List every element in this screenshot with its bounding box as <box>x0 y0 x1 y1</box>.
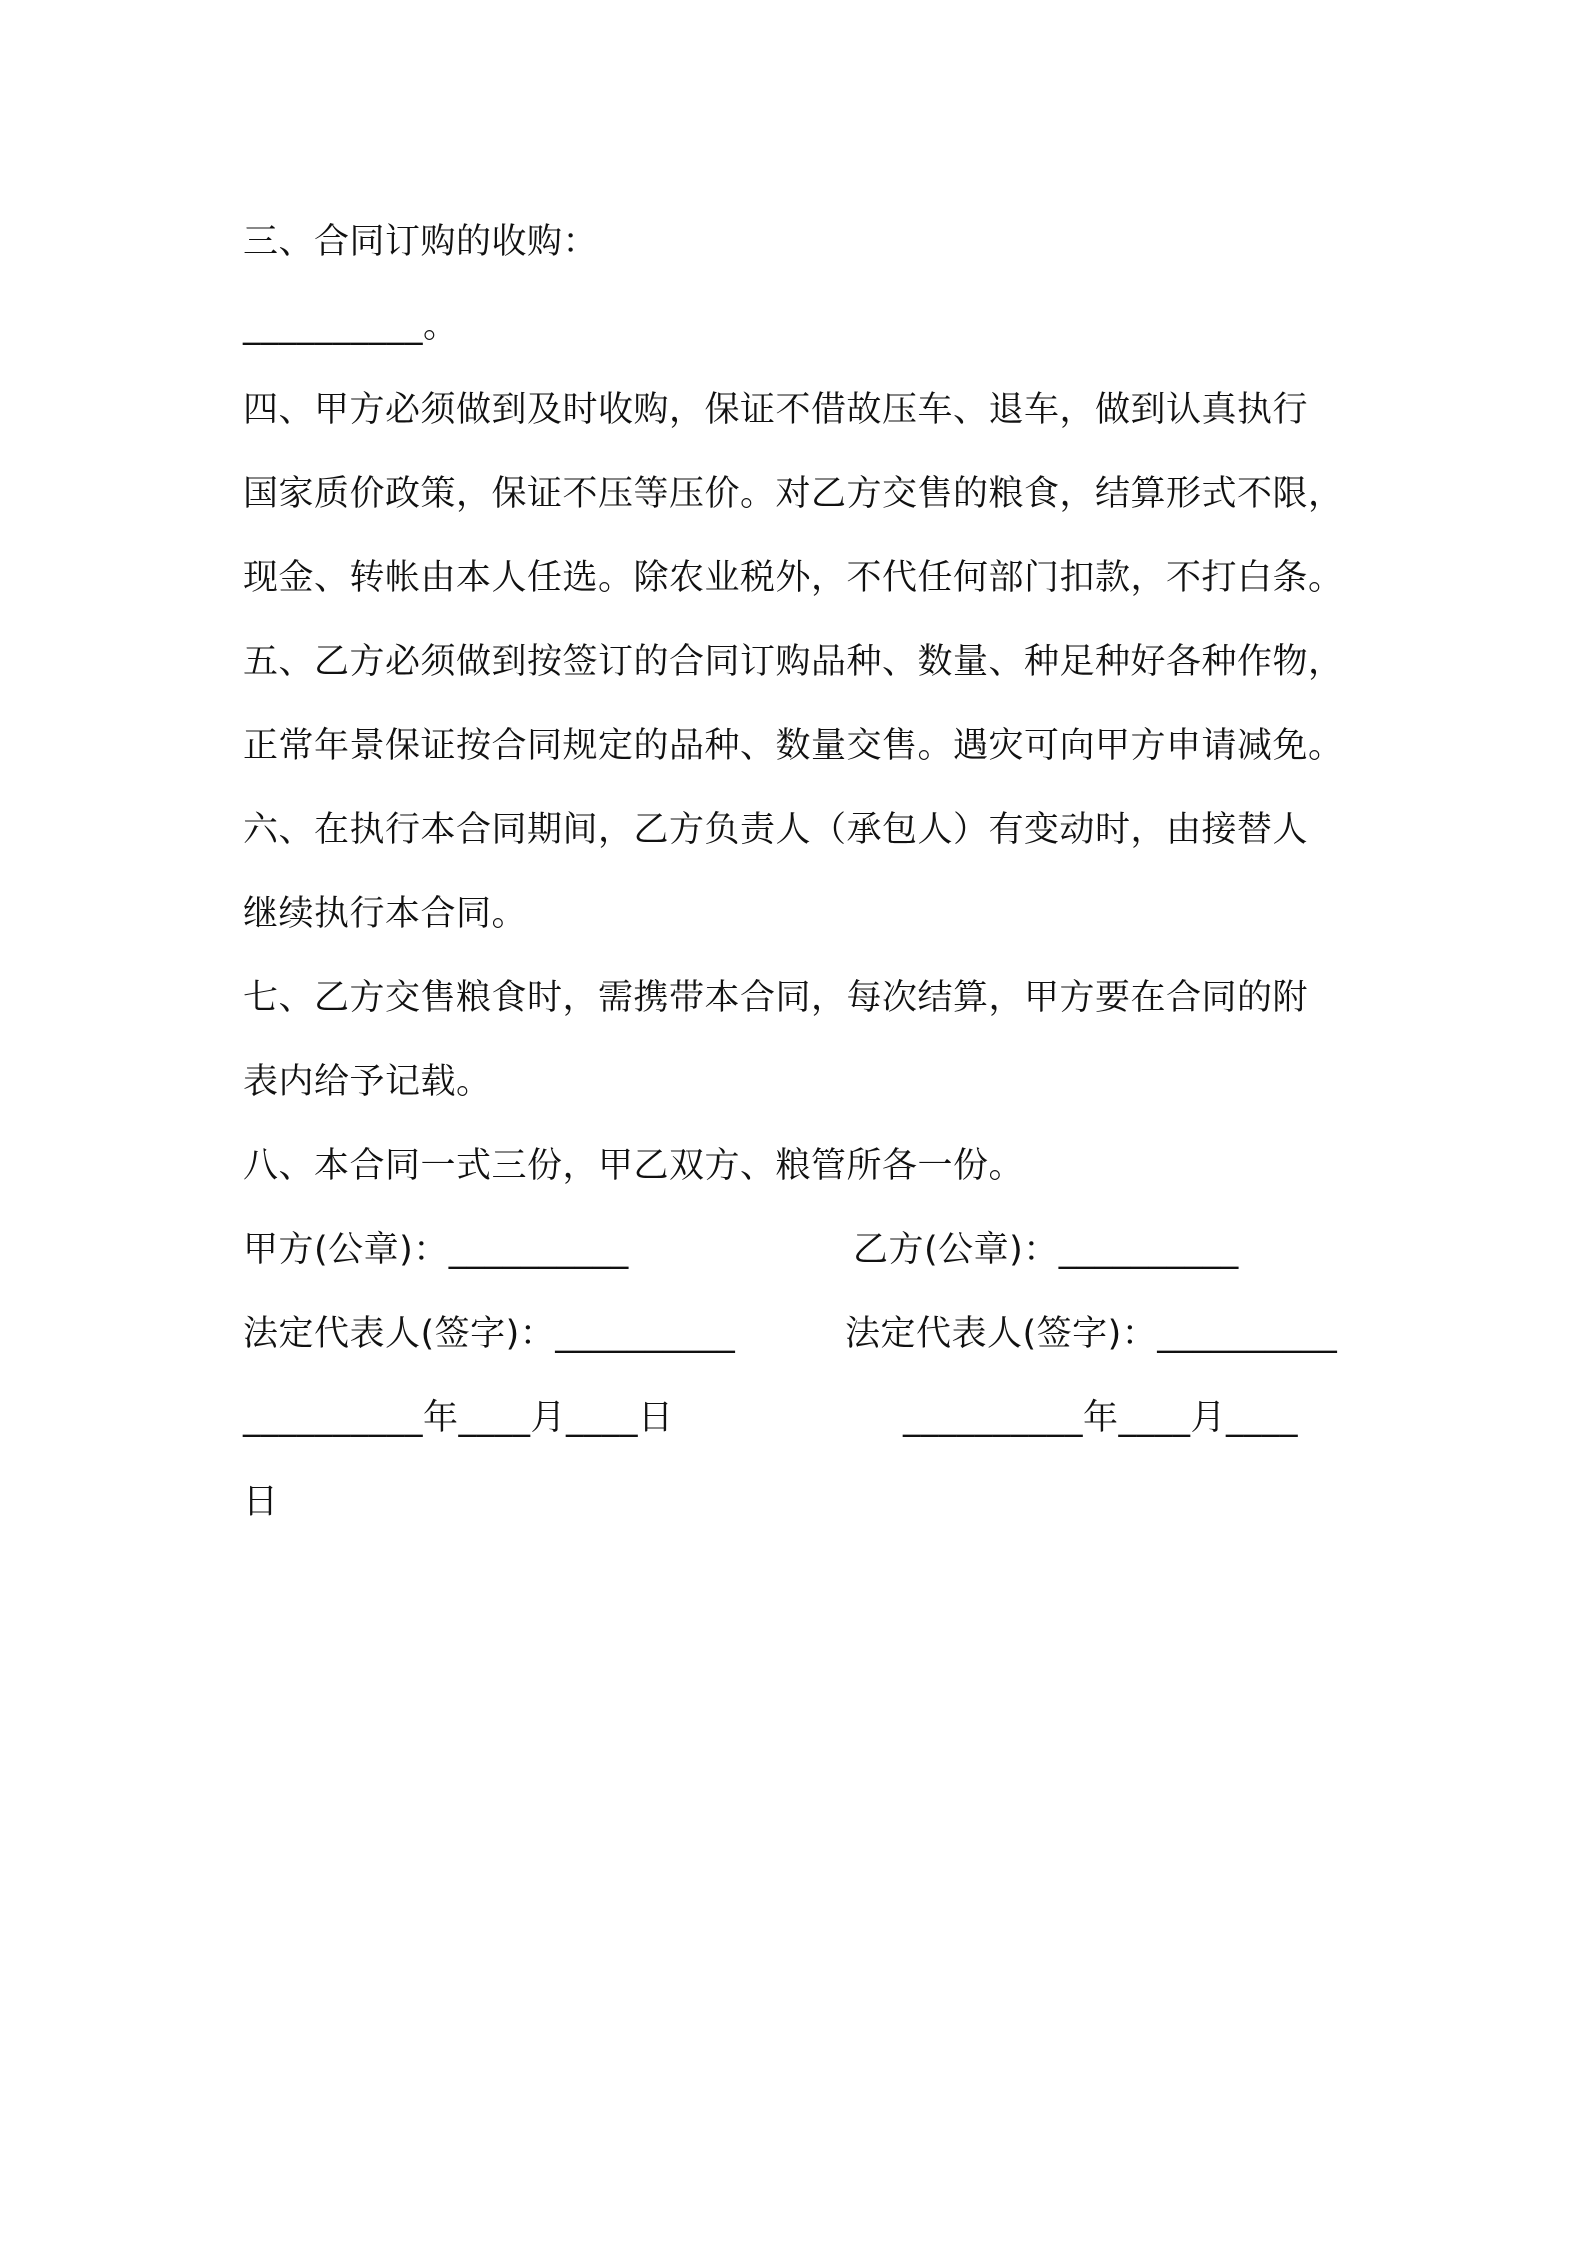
party-a-date-field: __________年____月____日 <box>243 1398 674 1438</box>
clause-3-blank: __________。 <box>243 306 459 346</box>
clause-4-line-1: 四、甲方必须做到及时收购，保证不借故压车、退车，做到认真执行 <box>243 390 1309 430</box>
party-a-seal-field: 甲方(公章)：__________ <box>243 1230 629 1270</box>
clause-7-line-1: 七、乙方交售粮食时，需携带本合同，每次结算，甲方要在合同的附 <box>243 978 1309 1018</box>
representative-row <box>243 1292 1363 1376</box>
date-row <box>243 1376 1363 1460</box>
party-b-representative-field: 法定代表人(签字)：__________ <box>845 1314 1338 1354</box>
clause-8: 八、本合同一式三份，甲乙双方、粮管所各一份。 <box>243 1146 1025 1186</box>
clause-4-line-3: 现金、转帐由本人任选。除农业税外，不代任何部门扣款，不打白条。 <box>243 558 1344 598</box>
clause-4-line-2: 国家质价政策，保证不压等压价。对乙方交售的粮食，结算形式不限， <box>243 474 1344 514</box>
clause-3-heading: 三、合同订购的收购： <box>243 222 599 262</box>
party-a-representative-field: 法定代表人(签字)：__________ <box>243 1314 736 1354</box>
clause-5-line-1: 五、乙方必须做到按签订的合同订购品种、数量、种足种好各种作物， <box>243 642 1344 682</box>
clause-6-line-2: 继续执行本合同。 <box>243 894 528 934</box>
seal-row <box>243 1208 1363 1292</box>
party-b-date-field: __________年____月____ <box>903 1398 1299 1438</box>
contract-body <box>243 200 1363 1544</box>
clause-5-line-2: 正常年景保证按合同规定的品种、数量交售。遇灾可向甲方申请减免。 <box>243 726 1344 766</box>
party-b-seal-field: 乙方(公章)：__________ <box>853 1230 1239 1270</box>
clause-6-line-1: 六、在执行本合同期间，乙方负责人（承包人）有变动时，由接替人 <box>243 810 1309 850</box>
clause-7-line-2: 表内给予记载。 <box>243 1062 492 1102</box>
party-b-date-day: 日 <box>243 1482 279 1522</box>
